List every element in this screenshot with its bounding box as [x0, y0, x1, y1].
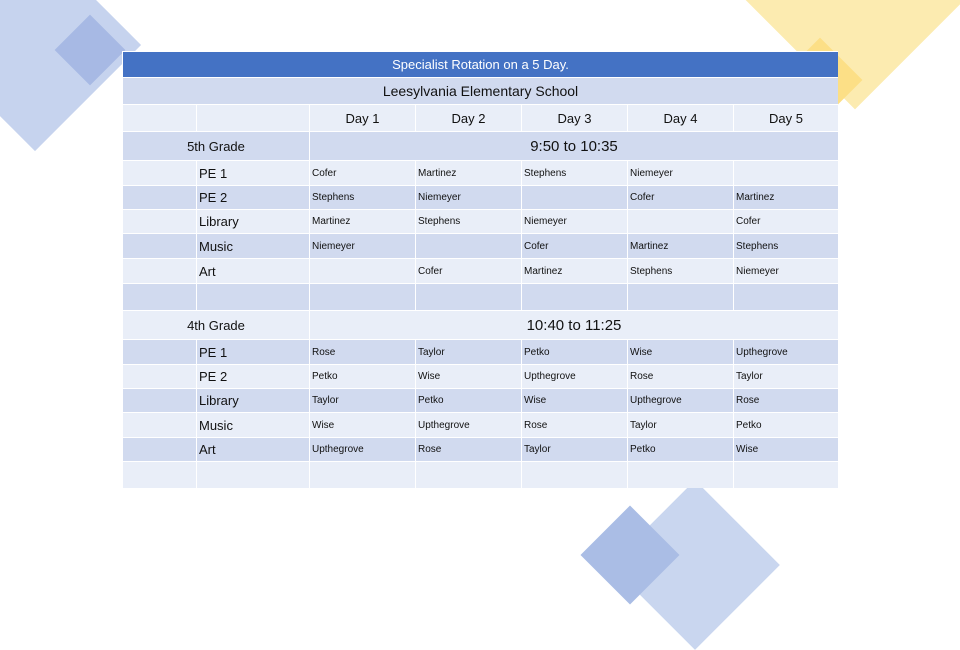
- teacher-cell: Upthegrove: [521, 364, 627, 388]
- teacher-cell: Martinez: [309, 209, 415, 233]
- spacer-cell: [627, 283, 733, 310]
- teacher-cell: Petko: [415, 388, 521, 412]
- subject-label: PE 2: [196, 364, 309, 388]
- teacher-cell: Niemeyer: [415, 185, 521, 209]
- subject-label: Library: [196, 209, 309, 233]
- row-blank-cell: [122, 160, 196, 185]
- spacer-cell: [733, 283, 838, 310]
- day-header-5: Day 5: [733, 104, 838, 131]
- row-blank-cell: [122, 364, 196, 388]
- teacher-cell: Cofer: [415, 258, 521, 283]
- subject-label: PE 2: [196, 185, 309, 209]
- table-row: [122, 364, 838, 388]
- table-row: [122, 233, 838, 258]
- grade5-label: 5th Grade: [122, 131, 309, 160]
- teacher-cell: Wise: [415, 364, 521, 388]
- subject-label: PE 1: [196, 160, 309, 185]
- header-blank-cell: [196, 104, 309, 131]
- grade5-time: 9:50 to 10:35: [309, 131, 838, 160]
- table-row: [122, 185, 838, 209]
- spacer-cell: [196, 283, 309, 310]
- spacer-cell: [415, 461, 521, 488]
- spacer-cell: [521, 283, 627, 310]
- row-blank-cell: [122, 339, 196, 364]
- teacher-cell: Upthegrove: [733, 339, 838, 364]
- row-blank-cell: [122, 258, 196, 283]
- table-row: [122, 160, 838, 185]
- teacher-cell: [627, 209, 733, 233]
- teacher-cell: Rose: [309, 339, 415, 364]
- day-header-2: Day 2: [415, 104, 521, 131]
- row-blank-cell: [122, 412, 196, 437]
- grade4-label: 4th Grade: [122, 310, 309, 339]
- teacher-cell: Martinez: [521, 258, 627, 283]
- row-blank-cell: [122, 209, 196, 233]
- teacher-cell: Taylor: [627, 412, 733, 437]
- teacher-cell: [309, 258, 415, 283]
- rotation-table: [122, 51, 838, 488]
- teacher-cell: Cofer: [733, 209, 838, 233]
- teacher-cell: Wise: [733, 437, 838, 461]
- teacher-cell: Rose: [521, 412, 627, 437]
- teacher-cell: Petko: [521, 339, 627, 364]
- spacer-cell: [521, 461, 627, 488]
- table-row: [122, 388, 838, 412]
- teacher-cell: Stephens: [733, 233, 838, 258]
- subject-label: Art: [196, 258, 309, 283]
- teacher-cell: Martinez: [733, 185, 838, 209]
- day-header-1: Day 1: [309, 104, 415, 131]
- teacher-cell: [521, 185, 627, 209]
- teacher-cell: Niemeyer: [309, 233, 415, 258]
- teacher-cell: Petko: [627, 437, 733, 461]
- subject-label: Art: [196, 437, 309, 461]
- teacher-cell: Upthegrove: [627, 388, 733, 412]
- teacher-cell: Stephens: [309, 185, 415, 209]
- teacher-cell: [415, 233, 521, 258]
- subject-label: Library: [196, 388, 309, 412]
- spacer-cell: [196, 461, 309, 488]
- day-header-3: Day 3: [521, 104, 627, 131]
- table-row: [122, 209, 838, 233]
- table-row: [122, 339, 838, 364]
- teacher-cell: Wise: [627, 339, 733, 364]
- spacer-cell: [122, 461, 196, 488]
- subject-label: PE 1: [196, 339, 309, 364]
- teacher-cell: Cofer: [521, 233, 627, 258]
- header-blank-cell: [122, 104, 196, 131]
- day-header-row: [122, 104, 838, 131]
- table-row: [122, 437, 838, 461]
- spacer-row: [122, 461, 838, 488]
- spacer-cell: [733, 461, 838, 488]
- table-title: Specialist Rotation on a 5 Day.: [122, 51, 838, 77]
- teacher-cell: Stephens: [627, 258, 733, 283]
- row-blank-cell: [122, 233, 196, 258]
- teacher-cell: Stephens: [415, 209, 521, 233]
- table-row: [122, 412, 838, 437]
- subject-label: Music: [196, 233, 309, 258]
- teacher-cell: Niemeyer: [627, 160, 733, 185]
- spacer-cell: [122, 283, 196, 310]
- teacher-cell: Rose: [627, 364, 733, 388]
- teacher-cell: Martinez: [627, 233, 733, 258]
- teacher-cell: Wise: [309, 412, 415, 437]
- teacher-cell: Rose: [415, 437, 521, 461]
- teacher-cell: [733, 160, 838, 185]
- table-row: [122, 258, 838, 283]
- row-blank-cell: [122, 437, 196, 461]
- grade5-band: [122, 131, 838, 160]
- school-name: Leesylvania Elementary School: [122, 77, 838, 104]
- spacer-cell: [627, 461, 733, 488]
- title-row: [122, 51, 838, 77]
- teacher-cell: Petko: [309, 364, 415, 388]
- grade4-time: 10:40 to 11:25: [309, 310, 838, 339]
- subject-label: Music: [196, 412, 309, 437]
- teacher-cell: Taylor: [415, 339, 521, 364]
- teacher-cell: Rose: [733, 388, 838, 412]
- teacher-cell: Upthegrove: [309, 437, 415, 461]
- teacher-cell: Cofer: [627, 185, 733, 209]
- grade4-band: [122, 310, 838, 339]
- teacher-cell: Wise: [521, 388, 627, 412]
- teacher-cell: Niemeyer: [521, 209, 627, 233]
- teacher-cell: Cofer: [309, 160, 415, 185]
- spacer-cell: [415, 283, 521, 310]
- row-blank-cell: [122, 388, 196, 412]
- teacher-cell: Martinez: [415, 160, 521, 185]
- teacher-cell: Upthegrove: [415, 412, 521, 437]
- day-header-4: Day 4: [627, 104, 733, 131]
- teacher-cell: Taylor: [309, 388, 415, 412]
- teacher-cell: Petko: [733, 412, 838, 437]
- spacer-row: [122, 283, 838, 310]
- row-blank-cell: [122, 185, 196, 209]
- teacher-cell: Niemeyer: [733, 258, 838, 283]
- teacher-cell: Taylor: [521, 437, 627, 461]
- spacer-cell: [309, 283, 415, 310]
- spacer-cell: [309, 461, 415, 488]
- decor-diamond-large-blue: [0, 0, 141, 151]
- teacher-cell: Stephens: [521, 160, 627, 185]
- teacher-cell: Taylor: [733, 364, 838, 388]
- school-row: [122, 77, 838, 104]
